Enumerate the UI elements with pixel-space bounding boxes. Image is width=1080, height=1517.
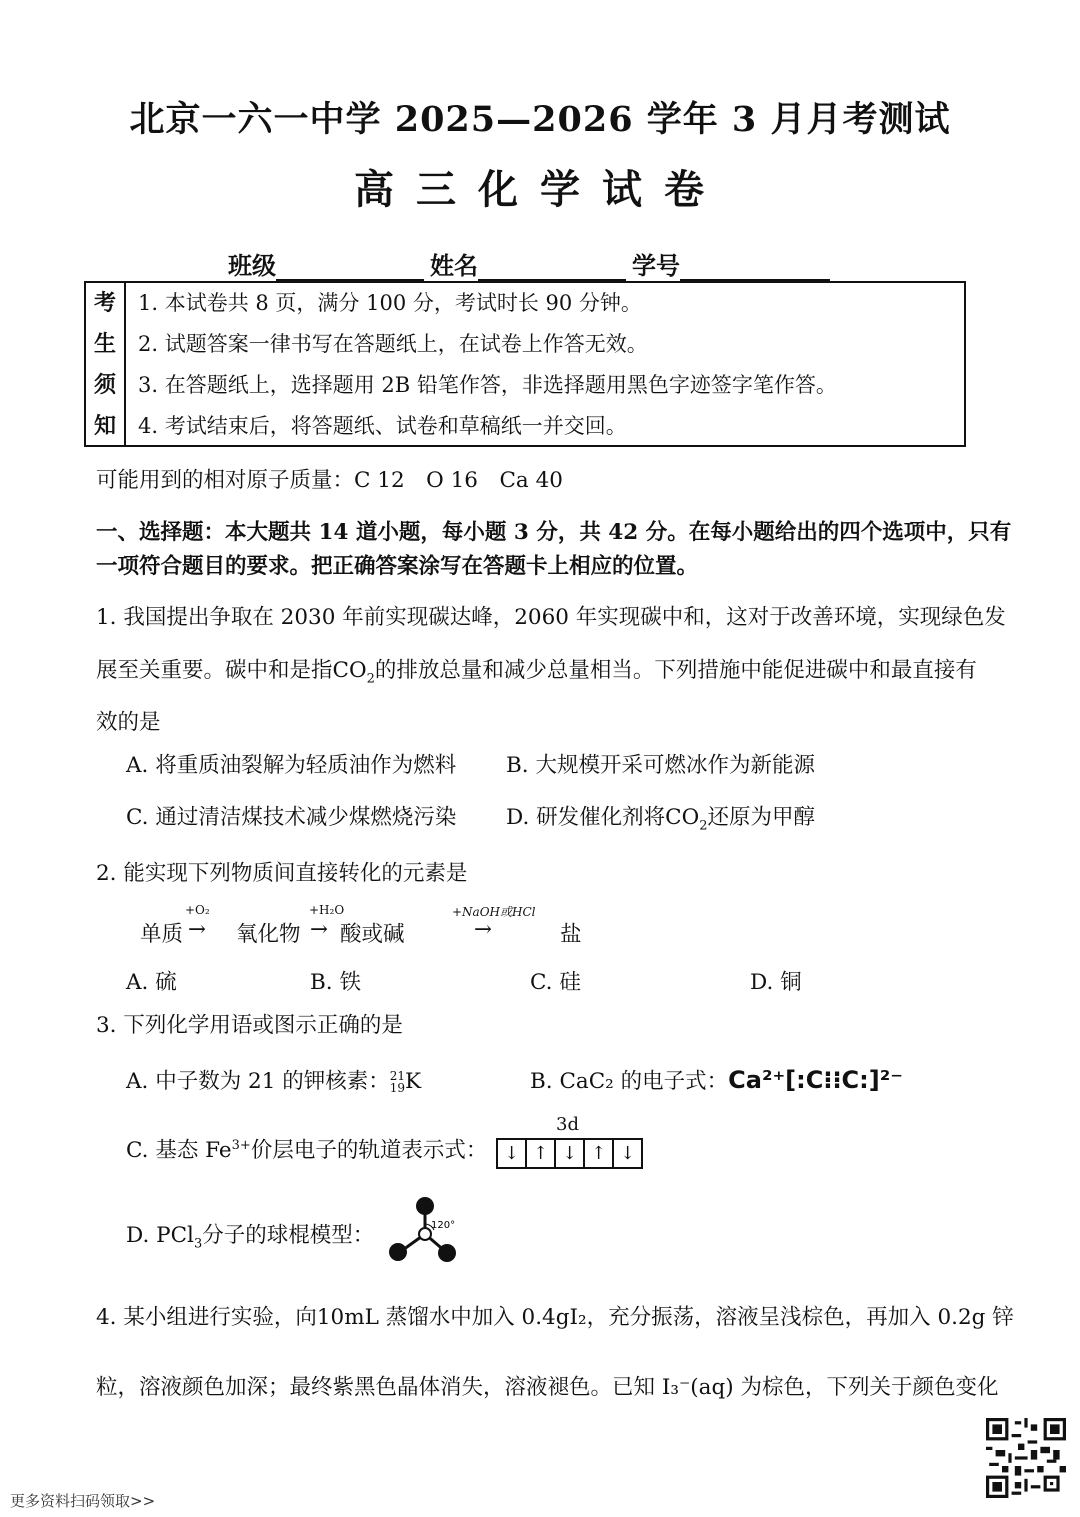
q1-option-d[interactable]: D. 研发催化剂将$CO_2$还原为甲醇 xyxy=(506,805,816,834)
q2-arrow-2: → xyxy=(310,917,329,942)
id-blank[interactable] xyxy=(680,253,830,281)
notice-side-label xyxy=(86,283,126,445)
q2-arrow-3: → xyxy=(474,917,493,942)
q3-b-electron-formula: Ca²⁺[:C⁝⁝C:]²⁻ xyxy=(728,1066,903,1094)
q1-stem-line2: 展至关重要。碳中和是指$CO_2$的排放总量和减少总量相当。下列措施中能促进碳中和最直接有 xyxy=(96,658,977,687)
notice-item: 3. 在答题纸上，选择题用 2B 铅笔作答，非选择题用黑色字迹签字笔作答。 xyxy=(138,373,837,397)
class-blank[interactable] xyxy=(276,253,424,281)
notice-side-char: 生 xyxy=(93,331,116,357)
q3-a-mass-number: 21 xyxy=(389,1069,406,1083)
class-label: 班级 xyxy=(228,251,276,280)
q3-c-orbital-diagram xyxy=(496,1138,643,1169)
q3-option-c[interactable]: C. 基态 $Fe^{3+}$价层电子的轨道表示式： xyxy=(126,1137,488,1163)
q2-stem: 2. 能实现下列物质间直接转化的元素是 xyxy=(96,861,468,886)
exam-notice-box xyxy=(84,281,966,447)
q2-option-c[interactable]: C. 硅 xyxy=(530,970,581,995)
q1-option-c[interactable]: C. 通过清洁煤技术减少煤燃烧污染 xyxy=(126,805,457,830)
q3-a-symbol: K xyxy=(405,1069,422,1094)
q2-chain-acid-base: 酸或碱 xyxy=(340,922,405,947)
orbital-box: ↓ xyxy=(619,1143,636,1164)
student-info-row xyxy=(228,246,836,281)
section1-instruction-line2: 一项符合题目的要求。把正确答案涂写在答题卡上相应的位置。 xyxy=(96,554,699,579)
q3-c-3d-label: 3d xyxy=(556,1114,579,1135)
footer-note: 更多资料扫码领取>> xyxy=(10,1492,156,1510)
q2-chain-salt: 盐 xyxy=(560,922,582,947)
section1-instruction-line1: 一、选择题：本大题共 14 道小题，每小题 3 分，共 42 分。在每小题给出的四个选项中，只有 xyxy=(96,520,1012,545)
atomic-mass-note: 可能用到的相对原子质量：C 12 O 16 Ca 40 xyxy=(96,468,563,493)
q1-option-a[interactable]: A. 将重质油裂解为轻质油作为燃料 xyxy=(126,753,457,778)
notice-side-char: 知 xyxy=(93,413,116,439)
name-blank[interactable] xyxy=(478,253,626,281)
orbital-box: ↑ xyxy=(585,1140,614,1167)
notice-side-char: 须 xyxy=(93,372,116,398)
q4-stem-line1: 4. 某小组进行实验，向10mL 蒸馏水中加入 0.4gI₂，充分振荡，溶液呈浅棕色，再加入 0.2g 锌 xyxy=(96,1305,1014,1330)
q3-stem: 3. 下列化学用语或图示正确的是 xyxy=(96,1013,403,1038)
exam-subtitle: 高三化学试卷 xyxy=(354,166,726,213)
q1-stem-line1: 1. 我国提出争取在 2030 年前实现碳达峰，2060 年实现碳中和，这对于改善环境，实现绿色发 xyxy=(96,605,1006,630)
q3-option-b[interactable]: B. CaC₂ 的电子式：Ca²⁺[:C⁝⁝C:]²⁻ xyxy=(530,1066,903,1094)
notice-item: 1. 本试卷共 8 页，满分 100 分，考试时长 90 分钟。 xyxy=(138,291,642,315)
q2-chain-element: 单质 xyxy=(140,922,184,947)
q3-d-ball-stick-model xyxy=(384,1194,464,1266)
q1-stem-line3: 效的是 xyxy=(96,710,161,735)
q3-option-a[interactable]: A. 中子数为 21 的钾核素： 21 19 K xyxy=(126,1069,422,1095)
qr-code[interactable] xyxy=(986,1418,1066,1498)
q2-chain-oxide: 氧化物 xyxy=(236,922,301,947)
q2-option-b[interactable]: B. 铁 xyxy=(310,970,361,995)
q3-option-d[interactable]: D. PCl$_3$分子的球棍模型： xyxy=(126,1223,375,1252)
orbital-box: ↑ xyxy=(527,1140,556,1167)
q2-option-a[interactable]: A. 硫 xyxy=(126,970,177,995)
name-label: 姓名 xyxy=(430,251,478,280)
notice-items xyxy=(138,283,837,447)
q2-reagent-o2: +O₂ xyxy=(185,903,210,917)
q2-arrow-1: → xyxy=(188,917,207,942)
q2-reagent-h2o: +H₂O xyxy=(309,903,345,917)
q3-a-atomic-number: 19 xyxy=(389,1081,406,1095)
q2-reagent-naoh-hcl: +NaOH或HCl xyxy=(452,905,536,919)
orbital-box: ↓ xyxy=(498,1140,527,1167)
id-label: 学号 xyxy=(632,251,680,280)
exam-title: 北京一六一中学 2025—2026 学年 3 月月考测试 xyxy=(129,99,951,140)
q4-stem-line2: 粒，溶液颜色加深；最终紫黑色晶体消失，溶液褪色。已知 I₃⁻(aq) 为棕色，下列关于颜色变化 xyxy=(96,1375,999,1400)
notice-item: 2. 试题答案一律书写在答题纸上，在试卷上作答无效。 xyxy=(138,332,648,356)
q2-option-d[interactable]: D. 铜 xyxy=(750,970,802,995)
notice-item: 4. 考试结束后，将答题纸、试卷和草稿纸一并交回。 xyxy=(138,414,627,438)
orbital-box: ↓ xyxy=(556,1140,585,1167)
notice-side-char: 考 xyxy=(93,290,116,316)
q3-d-angle-label: 120° xyxy=(431,1220,456,1231)
q1-option-b[interactable]: B. 大规模开采可燃冰作为新能源 xyxy=(506,753,815,778)
